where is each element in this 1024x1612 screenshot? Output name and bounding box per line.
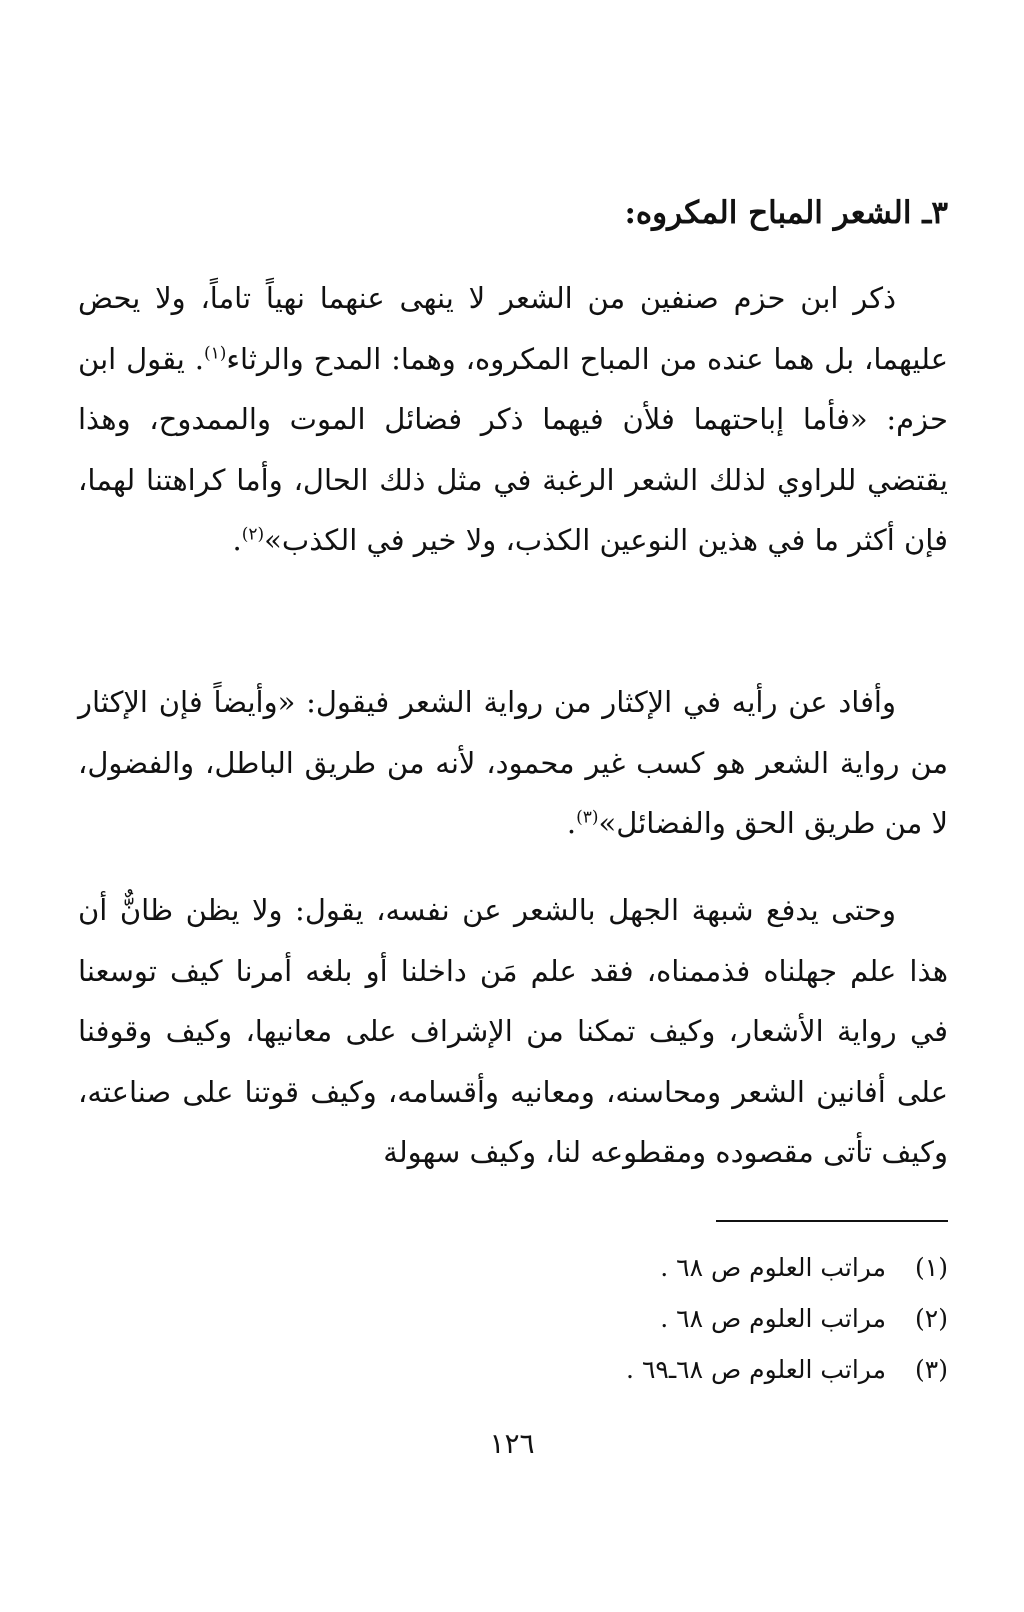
page-number: ١٢٦ xyxy=(489,1427,535,1460)
footnote-ref-3: (٣) xyxy=(576,807,599,828)
footnote-text: مراتب العلوم ص ٦٨ـ٦٩ . xyxy=(626,1355,886,1384)
footnote-ref-1: (١) xyxy=(203,342,227,363)
footnote-text: مراتب العلوم ص ٦٨ . xyxy=(660,1253,886,1282)
footnote-item xyxy=(78,1344,948,1395)
paragraph-1 xyxy=(78,268,948,571)
footnote-divider xyxy=(716,1220,948,1222)
footnote-item xyxy=(78,1293,948,1344)
section-heading: ٣ـ الشعر المباح المكروه: xyxy=(624,195,948,231)
paragraph-2-text-a: وأفاد عن رأيه في الإكثار من رواية الشعر فيقول: «وأيضاً فإن الإكثار من رواية الشعر هو كسب غير محمود، لأنه من طريق الباطل، والفضول، لا من طريق الحق والفضائل» xyxy=(78,685,948,840)
paragraph-3-text: وحتى يدفع شبهة الجهل بالشعر عن نفسه، يقول: ولا يظن ظانٌّ أن هذا علم جهلناه فذممناه، فقد علم مَن داخلنا أو بلغه أمرنا كيف توسعنا في رواية الأشعار، وكيف تمكنا من الإشراف على معانيها، وكيف وقوفنا على أفانين الشعر ومحاسنه، ومعانيه وأقسامه، وكيف قوتنا على صناعته، وكيف تأتى مقصوده ومقطوعه لنا، وكيف سهولة xyxy=(78,893,948,1169)
footnote-number: (٣) xyxy=(915,1355,948,1384)
paragraph-1-text-b: . يقول ابن حزم: «فأما إباحتهما فلأن فيهما ذكر فضائل الموت والممدوح، وهذا يقتضي للراوي لذلك الشعر الرغبة في مثل ذلك الحال، وأما كراهتنا لهما، فإن أكثر ما في هذين النوعين الكذب، ولا خير في الكذب» xyxy=(78,341,948,557)
paragraph-2-text-b: . xyxy=(566,806,577,840)
footnote-ref-2: (٢) xyxy=(241,524,265,545)
paragraph-2 xyxy=(78,672,948,854)
paragraph-1-text-a: ذكر ابن حزم صنفين من الشعر لا ينهى عنهما نهياً تاماً، ولا يحض عليهما، بل هما عنده من المباح المكروه، وهما: المدح والرثاء xyxy=(78,281,948,376)
footnote-number: (٢) xyxy=(915,1304,948,1333)
footnotes-list xyxy=(78,1242,948,1395)
footnote-item xyxy=(78,1242,948,1293)
footnote-number: (١) xyxy=(915,1253,948,1282)
paragraph-3 xyxy=(78,880,948,1183)
footnote-text: مراتب العلوم ص ٦٨ . xyxy=(660,1304,886,1333)
paragraph-1-text-c: . xyxy=(232,523,242,557)
